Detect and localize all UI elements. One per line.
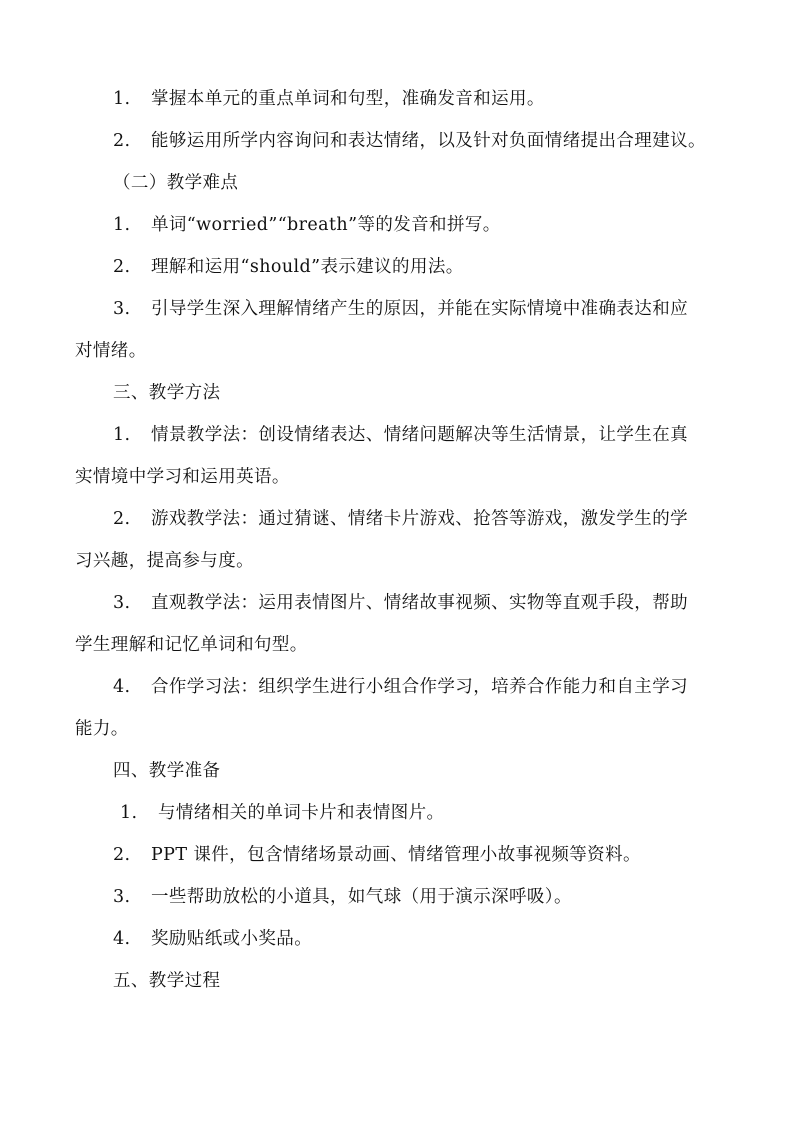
section-heading-difficulties bbox=[113, 172, 238, 194]
method-item-1 bbox=[113, 424, 688, 446]
line-text: 游戏教学法：通过猜谜、情绪卡片游戏、抢答等游戏，激发学生的学 bbox=[151, 509, 688, 529]
heading-text: （二）教学难点 bbox=[113, 173, 239, 193]
line-text: 学生理解和记忆单词和句型。 bbox=[75, 635, 308, 655]
heading-text: 五、教学过程 bbox=[113, 971, 221, 991]
difficulty-item-2 bbox=[113, 256, 464, 278]
line-text: 理解和运用“should”表示建议的用法。 bbox=[151, 257, 464, 277]
list-number: 4. bbox=[113, 677, 131, 697]
method-item-1-continued bbox=[75, 466, 290, 488]
list-number: 2. bbox=[113, 845, 131, 865]
line-text: 实情境中学习和运用英语。 bbox=[75, 467, 290, 487]
method-item-3-continued bbox=[75, 634, 308, 656]
line-text: 引导学生深入理解情绪产生的原因，并能在实际情境中准确表达和应 bbox=[151, 299, 688, 319]
line-text: 能够运用所学内容询问和表达情绪，以及针对负面情绪提出合理建议。 bbox=[151, 131, 706, 151]
line-text: 一些帮助放松的小道具，如气球（用于演示深呼吸）。 bbox=[151, 887, 572, 907]
method-item-2 bbox=[113, 508, 688, 530]
line-text: 奖励贴纸或小奖品。 bbox=[151, 929, 313, 949]
preparation-item-1 bbox=[120, 802, 444, 824]
objective-item-2 bbox=[113, 130, 706, 152]
list-number: 1. bbox=[120, 803, 138, 823]
list-number: 1. bbox=[113, 425, 131, 445]
list-number: 4. bbox=[113, 929, 131, 949]
line-text: 能力。 bbox=[75, 719, 129, 739]
list-number: 1. bbox=[113, 89, 131, 109]
list-number: 3. bbox=[113, 299, 131, 319]
objective-item-1 bbox=[113, 88, 545, 110]
list-number: 2. bbox=[113, 131, 131, 151]
heading-text: 三、教学方法 bbox=[113, 383, 221, 403]
method-item-4-continued bbox=[75, 718, 129, 740]
preparation-item-4 bbox=[113, 928, 312, 950]
list-number: 3. bbox=[113, 593, 131, 613]
method-item-2-continued bbox=[75, 550, 254, 572]
method-item-4 bbox=[113, 676, 688, 698]
line-text: 对情绪。 bbox=[75, 341, 147, 361]
list-number: 2. bbox=[113, 509, 131, 529]
line-text: 掌握本单元的重点单词和句型，准确发音和运用。 bbox=[151, 89, 545, 109]
preparation-item-3 bbox=[113, 886, 572, 908]
list-number: 1. bbox=[113, 215, 131, 235]
difficulty-item-3 bbox=[113, 298, 688, 320]
line-text: 习兴趣，提高参与度。 bbox=[75, 551, 254, 571]
line-text: 单词“worried”“breath”等的发音和拼写。 bbox=[151, 215, 501, 235]
line-text: 直观教学法：运用表情图片、情绪故事视频、实物等直观手段，帮助 bbox=[151, 593, 688, 613]
difficulty-item-1 bbox=[113, 214, 501, 236]
section-heading-preparation bbox=[113, 760, 220, 782]
line-text: 与情绪相关的单词卡片和表情图片。 bbox=[158, 803, 445, 823]
preparation-item-2 bbox=[113, 844, 641, 866]
line-text: 情景教学法：创设情绪表达、情绪问题解决等生活情景，让学生在真 bbox=[151, 425, 688, 445]
line-text: 合作学习法：组织学生进行小组合作学习，培养合作能力和自主学习 bbox=[151, 677, 688, 697]
difficulty-item-3-continued bbox=[75, 340, 147, 362]
method-item-3 bbox=[113, 592, 688, 614]
list-number: 2. bbox=[113, 257, 131, 277]
line-text: PPT 课件，包含情绪场景动画、情绪管理小故事视频等资料。 bbox=[151, 845, 641, 865]
heading-text: 四、教学准备 bbox=[113, 761, 221, 781]
list-number: 3. bbox=[113, 887, 131, 907]
section-heading-methods bbox=[113, 382, 220, 404]
section-heading-process bbox=[113, 970, 220, 992]
